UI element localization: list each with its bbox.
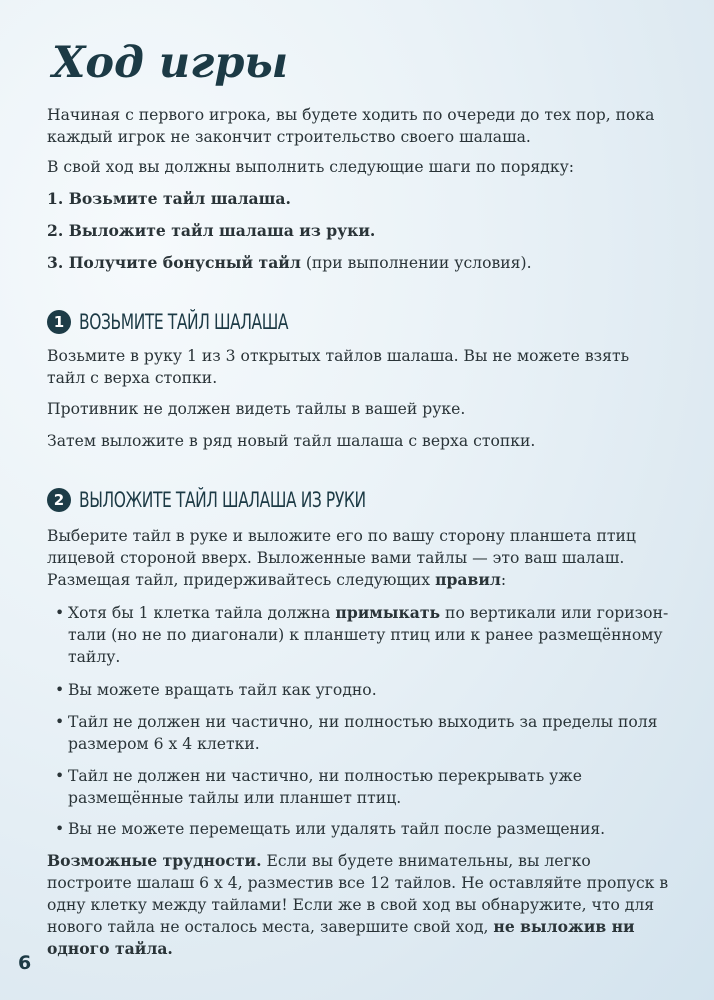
bullet-icon: •	[55, 681, 65, 699]
list-item-text: Вы не можете перемещать или удалять тайл после размещения.	[68, 820, 606, 838]
step-3-note: (при выполнении условия).	[300, 254, 532, 272]
list-item	[55, 765, 670, 809]
bullet-icon: •	[55, 713, 65, 731]
section-2-paragraph-text: Выберите тайл в руке и выложите его по вашу сторону планшета птиц лицевой стороной вверх. Выложенные вами тайлы — это ваш шалаш. Размещая тайл, придерживайтесь следующих	[47, 527, 636, 589]
step-1: 1. Возьмите тайл шалаша.	[47, 189, 291, 208]
list-item	[55, 679, 670, 701]
section-2-paragraph-end: :	[500, 571, 507, 589]
section-1-title: ВОЗЬМИТЕ ТАЙЛ ШАЛАША	[79, 310, 289, 334]
section-2-title: ВЫЛОЖИТЕ ТАЙЛ ШАЛАША ИЗ РУКИ	[79, 488, 366, 512]
list-item	[55, 818, 670, 840]
list-item-text: Вы можете вращать тайл как угодно.	[68, 681, 377, 699]
step-3	[47, 252, 672, 274]
difficulties-end: не выложив ни одного тайла.	[47, 917, 635, 958]
section-1-paragraph-1: Возьмите в руку 1 из 3 открытых тайлов шалаша. Вы не можете взять тайл с верха стопки.	[47, 347, 630, 387]
section-1-paragraph-3: Затем выложите в ряд новый тайл шалаша с верха стопки.	[47, 432, 536, 450]
list-item-text: Тайл не должен ни частично, ни полностью выходить за пределы поля размером 6 х 4 клетки.	[68, 713, 658, 753]
section-1-paragraph-2: Противник не должен видеть тайлы в вашей руке.	[47, 400, 466, 418]
rules-word: правил	[435, 570, 501, 589]
list-item	[55, 602, 670, 668]
list-item-text: Тайл не должен ни частично, ни полностью перекрывать уже размещённые тайлы или планшет птиц.	[68, 767, 582, 807]
section-2-paragraph	[47, 525, 672, 591]
list-item-text-part: по вертикали или горизон-тали (но не по диагонали) к планшету птиц или к ранее размещённому тайлу.	[68, 604, 669, 666]
section-1-heading	[47, 310, 334, 334]
adjacent-word: примыкать	[335, 603, 441, 622]
difficulties-label: Возможные трудности.	[47, 851, 262, 870]
list-item	[55, 711, 670, 755]
step-3-bold: 3. Получите бонусный тайл	[47, 253, 301, 272]
difficulties-paragraph	[47, 850, 672, 960]
step-2: 2. Выложите тайл шалаша из руки.	[47, 221, 376, 240]
bullet-icon: •	[55, 604, 65, 622]
difficulties-text: Если вы будете внимательны, вы легко построите шалаш 6 х 4, разместив все 12 тайлов. Не оставляйте пропуск в одну клетку между тайлами! Если же в свой ход вы обнаружите, что для нового тайла не осталось места, завершите свой ход,	[47, 852, 669, 936]
bullet-icon: •	[55, 820, 65, 838]
section-2-heading	[47, 488, 429, 512]
list-item-text	[68, 602, 670, 668]
intro-steps-lead: В свой ход вы должны выполнить следующие шаги по порядку:	[47, 158, 575, 176]
bullet-icon: •	[55, 767, 65, 785]
section-1-number-badge: 1	[47, 310, 71, 334]
intro-paragraph: Начиная с первого игрока, вы будете ходить по очереди до тех пор, пока каждый игрок не закончит строительство своего шалаша.	[47, 106, 655, 146]
list-item-text-part: Хотя бы 1 клетка тайла должна	[68, 604, 336, 622]
section-2-number-badge: 2	[47, 488, 71, 512]
page-title: Ход игры	[52, 38, 289, 88]
page-number: 6	[18, 952, 32, 974]
